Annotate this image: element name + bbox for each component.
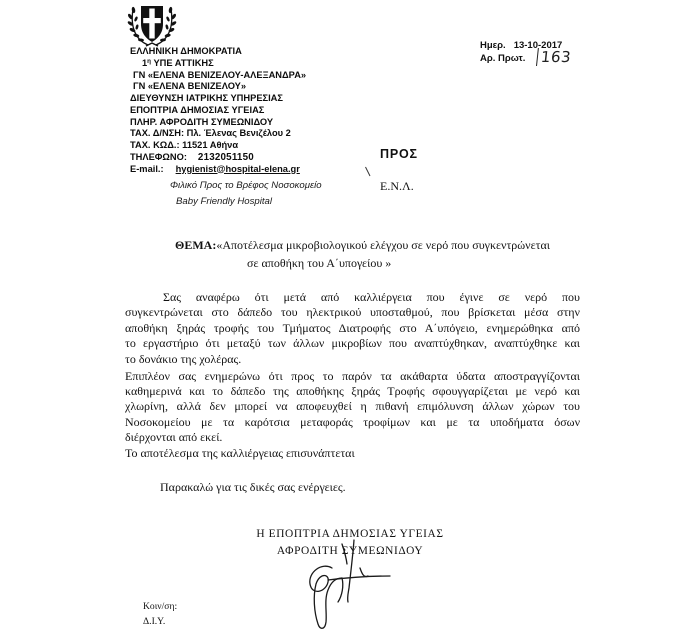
email-label: E-mail.: (130, 163, 164, 174)
body-line: συγκεντρώνεται στο δάπεδο του ηλεκτρικού υποσταθμού, που βρίσκεται μέσα στην (125, 305, 580, 320)
protocol-label: Αρ. Πρωτ. (480, 53, 526, 64)
subject-line-1 (175, 238, 550, 253)
date-value: 13-10-2017 (513, 40, 563, 51)
paragraph-1 (125, 290, 580, 367)
emblem-cross-horizontal (143, 18, 161, 23)
signatory-title: Η ΕΠΟΠΤΡΙΑ ΔΗΜΟΣΙΑΣ ΥΓΕΙΑΣ (256, 528, 444, 540)
paragraph-2 (125, 369, 580, 446)
body-line: χλωρίνη, αλλά δεν μπορεί να αποφευχθεί η πιθανή επιμόλυνση άλλων χώρων του (125, 399, 580, 414)
distribution-recipients: Δ.Ι.Υ. (143, 616, 166, 627)
recipient-label: ΠΡΟΣ (380, 147, 418, 161)
phone-label: ΤΗΛΕΦΩΝΟ: (130, 151, 187, 162)
body-line: διέρχονται από εκεί. (125, 430, 223, 445)
subject-label: ΘΕΜΑ: (175, 238, 217, 252)
attachment-note: Το αποτέλεσμα της καλλιέργειας επισυνάπτεται (125, 446, 355, 461)
health-region-suffix: η (147, 57, 152, 65)
email-line (130, 164, 306, 176)
distribution-block (143, 599, 177, 629)
email-link[interactable]: hygienist@hospital-elena.gr (175, 163, 300, 174)
phone-line (130, 152, 306, 164)
body-line: Σας αναφέρω ότι μετά από καλλιέργεια που έγινε σε νερό που (163, 290, 580, 304)
motto-english: Baby Friendly Hospital (176, 196, 272, 207)
letter-body (125, 290, 580, 461)
body-line: Νοσοκομείου με τα καρότσια μεταφοράς τροφίμων και με τα υποδήματα όσων (125, 414, 580, 429)
contact-person: ΠΛΗΡ. ΑΦΡΟΔΙΤΗ ΣΥΜΕΩΝΙΔΟΥ (130, 116, 274, 127)
body-line: Επιπλέον σας ενημερώνω ότι προς το παρόν τα ακάθαρτα ύδατα αποστραγγίζονται (125, 368, 580, 383)
postal-code: ΤΑΧ. ΚΩΔ.: 11521 Αθήνα (130, 140, 239, 150)
signatory-name: ΑΦΡΟΔΙΤΗ ΣΥΜΕΩΝΙΔΟΥ (276, 545, 424, 557)
distribution-label: Κοιν/ση: (143, 601, 178, 612)
body-line: αποθήκη ξηράς τροφής του Τμήματος Διατροφής στο Α΄υπόγειο, ενημερώθηκα από (125, 320, 580, 335)
body-line: το δονάκιο της χολέρας. (125, 351, 242, 366)
health-region (130, 58, 306, 70)
protocol-number-handwritten: 163 (536, 48, 572, 66)
health-region-name: ΥΠΕ ΑΤΤΙΚΗΣ (153, 57, 214, 68)
body-line: το εργαστήριο ότι μεταξύ των άλλων μικροβίων που αναπτύχθηκαν, αναπτύχθηκε και (125, 336, 580, 351)
country-name: ΕΛΛΗΝΙΚΗ ΔΗΜΟΚΡΑΤΙΑ (130, 46, 242, 56)
motto-greek: Φιλικό Προς το Βρέφος Νοσοκομείο (170, 180, 322, 191)
phone-number: 2132051150 (197, 151, 254, 163)
directorate: ΔΙΕΥΘΥΝΣΗ ΙΑΤΡΙΚΗΣ ΥΠΗΡΕΣΙΑΣ (130, 93, 283, 103)
handwritten-signature (298, 538, 393, 633)
emblem-cross-vertical (149, 9, 154, 39)
health-region-number: 1 (142, 57, 148, 68)
greek-coat-of-arms-icon (127, 2, 177, 48)
subject-line-2: σε αποθήκη του Α΄υπογείου » (247, 256, 392, 270)
scan-mark (364, 166, 372, 178)
subject-text-1: «Αποτέλεσμα μικροβιολογικού ελέγχου σε νερό που συγκεντρώνεται (216, 238, 550, 252)
hospital-name: ΓΝ «ΕΛΕΝΑ ΒΕΝΙΖΕΛΟΥ» (133, 81, 247, 92)
department: ΕΠΟΠΤΡΙΑ ΔΗΜΟΣΙΑΣ ΥΓΕΙΑΣ (130, 104, 265, 115)
hospital-group: ΓΝ «ΕΛΕΝΑ ΒΕΝΙΖΕΛΟΥ-ΑΛΕΞΑΝΔΡΑ» (133, 69, 307, 80)
recipient-name: Ε.Ν.Λ. (380, 179, 414, 193)
date-label: Ημερ. (480, 40, 506, 51)
postal-address: ΤΑΧ. Δ/ΝΣΗ: Πλ. Έλενας Βενιζέλου 2 (130, 128, 291, 139)
body-line: καθημερινά και το δάπεδο της αποθήκης ξηράς Τροφής σφουγγαρίζεται με νερό και (125, 383, 580, 398)
letterhead (130, 46, 306, 175)
closing-line: Παρακαλώ για τις δικές σας ενέργειες. (160, 480, 346, 494)
